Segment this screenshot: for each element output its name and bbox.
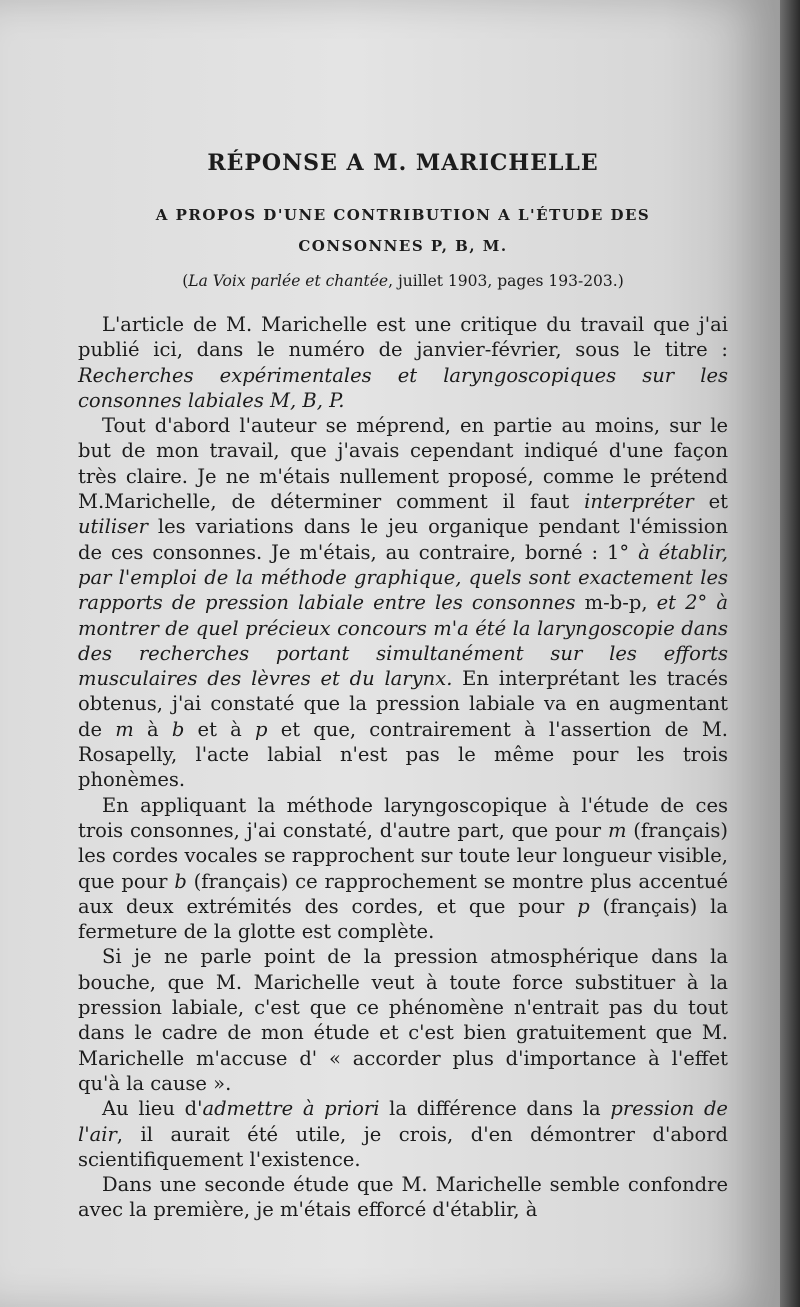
body-text xyxy=(78,312,728,1223)
p1-text: L'article de M. Marichelle est une critique du travail que j'ai publié ici, dans le numéro de janvier-février, sous le titre : xyxy=(78,313,728,362)
paragraph-6: Dans une seconde étude que M. Marichelle semble confondre avec la première, je m'étais efforcé d'établir, à xyxy=(78,1173,728,1222)
p3-text-c: (français) les cordes vocales se rapprochent sur toute leur longueur visible, que pour xyxy=(78,818,729,893)
p2-text-k: à xyxy=(133,717,172,741)
p1-cited-title: Recherches expérimentales et laryngoscopiques sur les consonnes labiales M, B, P. xyxy=(78,363,728,412)
p2-italic-l: b xyxy=(171,717,185,741)
p2-text-e: les variations dans le jeu organique pendant l'émission de ces consonnes. Je m'étais, au contraire, borné : 1° xyxy=(78,515,728,564)
p5-italic-d: pression de l'air xyxy=(78,1097,728,1146)
p5-text-a: Au lieu d' xyxy=(102,1097,203,1121)
page-subtitle xyxy=(78,200,728,262)
p2-text-i: En interprétant les tracés obtenus, j'ai constaté que la pression labiale va en augmentant de xyxy=(78,667,728,741)
citation-open: ( xyxy=(182,272,189,290)
p2-text-m: et à xyxy=(184,717,255,741)
citation-details: , juillet 1903, pages 193-203.) xyxy=(388,272,624,290)
p2-text-c: et xyxy=(693,490,729,514)
p2-italic-b: interpréter xyxy=(584,490,694,514)
page-title: RÉPONSE A M. MARICHELLE xyxy=(207,150,599,176)
paragraph-2 xyxy=(78,413,728,792)
source-citation xyxy=(78,272,728,290)
paragraph-4: Si je ne parle point de la pression atmosphérique dans la bouche, que M. Marichelle veut à toute force substituer à la pression labiale, c'est que ce phénomène n'entrait pas du tout dans le cadre de mon étude et c'est bien gratuitement que M. Marichelle m'accuse d' « accorder plus d'importance à l'effet qu'à la cause ». xyxy=(78,945,728,1095)
p5-text-c: la différence dans la xyxy=(379,1097,611,1121)
book-spine-shadow xyxy=(780,0,800,1307)
subtitle-line-1: A PROPOS D'UNE CONTRIBUTION A L'ÉTUDE DES xyxy=(155,206,651,224)
p2-italic-h: et 2° à montrer de quel précieux concours m'a été la laryngoscopie dans des recherches portant simultanément sur les efforts musculaires des lèvres et du larynx. xyxy=(78,591,728,691)
subtitle-line-2: CONSONNES P, B, M. xyxy=(298,237,508,255)
paragraph-1 xyxy=(78,312,728,413)
p3-italic-d: b xyxy=(174,869,187,893)
paragraph-3 xyxy=(78,793,728,945)
p3-text-a: En appliquant la méthode laryngoscopique à l'étude de ces trois consonnes, j'ai constaté, d'autre part, que pour xyxy=(78,793,728,842)
p2-text-g: m-b-p, xyxy=(575,591,657,615)
p3-text-g: (français) la fermeture de la glotte est complète. xyxy=(78,894,728,944)
p3-text-e: (français) ce rapprochement se montre plus accentué aux deux extrémités des cordes, et que pour xyxy=(78,869,728,918)
p2-italic-f: à établir, par l'emploi de la méthode graphique, quels sont exactement les rapports de pression labiale entre les consonnes xyxy=(78,540,728,615)
p2-italic-d: utiliser xyxy=(78,515,148,539)
p3-italic-b: m xyxy=(607,818,627,842)
p2-italic-n: p xyxy=(254,717,268,741)
p5-text-e: , il aurait été utile, je crois, d'en démontrer d'abord scientifiquement l'existence. xyxy=(78,1122,728,1171)
p5-italic-b: admettre à priori xyxy=(202,1097,380,1121)
p3-italic-f: p xyxy=(577,894,590,918)
journal-title: La Voix parlée et chantée xyxy=(188,272,389,290)
p2-text-o: et que, contrairement à l'assertion de M. Rosapelly, l'acte labial n'est pas le même pour les trois phonèmes. xyxy=(78,717,728,792)
p2-italic-j: m xyxy=(115,717,134,741)
paragraph-5 xyxy=(78,1096,728,1172)
p2-text-a: Tout d'abord l'auteur se méprend, en partie au moins, sur le but de mon travail, que j'avais cependant indiqué d'une façon très claire. Je ne m'étais nullement proposé, comme le prétend M.Marichelle, de déterminer comment il faut xyxy=(78,414,728,514)
